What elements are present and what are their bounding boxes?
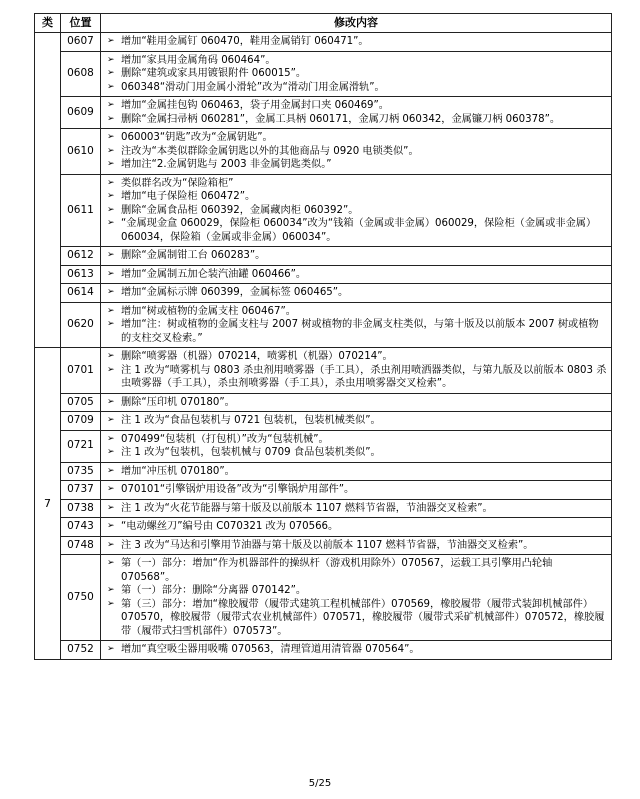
- content-cell: [101, 33, 612, 52]
- table-body: [35, 33, 612, 660]
- table-row: [35, 481, 612, 500]
- arrow-bullet-icon: ➢: [107, 159, 115, 169]
- position-cell: 0738: [61, 499, 101, 518]
- position-cell: 0735: [61, 462, 101, 481]
- arrow-bullet-icon: ➢: [107, 415, 115, 425]
- amendment-item: [107, 557, 607, 584]
- amendment-text: 增加“冲压机 070180”。: [121, 465, 235, 477]
- arrow-bullet-icon: ➢: [107, 191, 115, 201]
- arrow-bullet-icon: ➢: [107, 113, 115, 124]
- arrow-bullet-icon: ➢: [107, 465, 115, 476]
- table-row: [35, 536, 612, 555]
- table-row: [35, 33, 612, 52]
- amendment-item: [107, 131, 607, 145]
- amendment-text: 070499“包装机（打包机）”改为“包装机械”。: [121, 433, 329, 445]
- amendment-table: [34, 13, 612, 660]
- amendment-text: 增加“电子保险柜 060472”。: [121, 191, 256, 202]
- document-page: [34, 13, 611, 660]
- position-cell: 0721: [61, 430, 101, 462]
- amendment-item: [107, 643, 607, 657]
- amendment-item: [107, 177, 607, 191]
- amendment-item: [107, 217, 607, 244]
- amendment-item: [107, 414, 607, 428]
- table-row: [35, 265, 612, 284]
- position-cell: 0607: [61, 33, 101, 52]
- amendment-item: [107, 584, 607, 598]
- table-row: [35, 129, 612, 175]
- amendment-text: 注 1 改为“包装机，包装机械与 0709 食品包装机类似”。: [121, 447, 381, 458]
- table-row: [35, 97, 612, 129]
- arrow-bullet-icon: ➢: [107, 145, 115, 156]
- amendment-text: 第（一）部分：增加“作为机器部件的操纵杆（游戏机用除外）070567，运载工具引擎用凸轮轴 070568”。: [121, 558, 553, 583]
- arrow-bullet-icon: ➢: [107, 364, 115, 375]
- amendment-text: 070101“引擎锅炉用设备”改为“引擎锅炉用部件”。: [121, 484, 355, 495]
- position-cell: 0608: [61, 51, 101, 97]
- arrow-bullet-icon: ➢: [107, 433, 115, 444]
- content-cell: [101, 174, 612, 247]
- content-cell: [101, 536, 612, 555]
- amendment-text: 类似群名改为“保险箱柜”: [121, 177, 234, 189]
- arrow-bullet-icon: ➢: [107, 447, 115, 457]
- amendment-item: [107, 158, 607, 172]
- amendment-item: [107, 67, 607, 81]
- amendment-item: [107, 520, 607, 534]
- position-cell: 0610: [61, 129, 101, 175]
- content-cell: [101, 129, 612, 175]
- amendment-item: [107, 204, 607, 218]
- position-cell: 0620: [61, 302, 101, 348]
- amendment-item: [107, 502, 607, 516]
- position-cell: 0752: [61, 641, 101, 660]
- amendment-item: [107, 145, 607, 159]
- arrow-bullet-icon: ➢: [107, 250, 115, 260]
- position-cell: 0612: [61, 247, 101, 266]
- arrow-bullet-icon: ➢: [107, 305, 115, 316]
- content-cell: [101, 555, 612, 641]
- header-class: 类: [35, 14, 61, 33]
- content-cell: [101, 430, 612, 462]
- amendment-text: “电动螺丝刀”编号由 C070321 改为 070566。: [121, 521, 339, 532]
- arrow-bullet-icon: ➢: [107, 396, 115, 407]
- amendment-text: 注 1 改为“喷雾机与 0803 杀虫剂用喷雾器（手工具），杀虫剂用喷洒器类似，与第九版及以前版本 0803 杀虫喷雾器（手工具），杀虫剂喷雾器（手工具），杀虫用喷雾器交叉检索”。: [121, 364, 607, 389]
- arrow-bullet-icon: ➢: [107, 132, 115, 142]
- content-cell: [101, 412, 612, 431]
- amendment-text: 注 3 改为“马达和引擎用节油器与第十版及以前版本 1107 燃料节省器，节油器交叉检索”。: [121, 539, 534, 551]
- position-cell: 0705: [61, 393, 101, 412]
- amendment-item: [107, 286, 607, 300]
- arrow-bullet-icon: ➢: [107, 54, 115, 65]
- amendment-text: 增加“鞋用金属钉 060470，鞋用金属销钉 060471”。: [121, 36, 369, 47]
- amendment-item: [107, 396, 607, 410]
- amendment-text: 060348“滑动门用金属小滑轮”改为“滑动门用金属滑轨”。: [121, 81, 385, 93]
- amendment-item: [107, 305, 607, 319]
- table-row: [35, 302, 612, 348]
- arrow-bullet-icon: ➢: [107, 558, 115, 568]
- content-cell: [101, 284, 612, 303]
- table-row: [35, 284, 612, 303]
- amendment-text: “金属现金盒 060029，保险柜 060034”改为“钱箱（金属或非金属）060029，保险柜（金属或非金属）060034，保险箱（金属或非金属）060034”。: [121, 218, 597, 243]
- amendment-item: [107, 318, 607, 345]
- table-row: [35, 555, 612, 641]
- amendment-text: 删除“压印机 070180”。: [121, 396, 235, 408]
- amendment-item: [107, 483, 607, 497]
- amendment-text: 增加“家具用金属角码 060464”。: [121, 54, 276, 66]
- amendment-text: 第（三）部分：增加“橡胶履带（履带式建筑工程机械部件）070569，橡胶履带（履带式装卸机械部件）070570，橡胶履带（履带式农业机械部件）070571，橡胶履带（履带式采矿机械部件）070572，橡胶履带（履带式扫雪机部件）070573”。: [121, 598, 605, 637]
- table-row: [35, 412, 612, 431]
- table-row: [35, 348, 612, 394]
- amendment-text: 增加“树或植物的金属支柱 060467”。: [121, 305, 296, 317]
- amendment-text: 增加“金属制五加仑装汽油罐 060466”。: [121, 268, 307, 280]
- amendment-item: [107, 99, 607, 113]
- content-cell: [101, 499, 612, 518]
- content-cell: [101, 51, 612, 97]
- table-row: [35, 462, 612, 481]
- arrow-bullet-icon: ➢: [107, 100, 115, 110]
- table-row: [35, 174, 612, 247]
- arrow-bullet-icon: ➢: [107, 81, 115, 92]
- amendment-text: 增加“注：树或植物的金属支柱与 2007 树或植物的非金属支柱类似，与第十版及以前版本 2007 树或植物的支柱交叉检索。”: [121, 319, 599, 344]
- amendment-item: [107, 433, 607, 447]
- amendment-text: 删除“金属食品柜 060392，金属藏肉柜 060392”。: [121, 204, 359, 216]
- arrow-bullet-icon: ➢: [107, 585, 115, 595]
- amendment-item: [107, 598, 607, 639]
- arrow-bullet-icon: ➢: [107, 351, 115, 361]
- table-row: [35, 247, 612, 266]
- amendment-item: [107, 268, 607, 282]
- content-cell: [101, 247, 612, 266]
- amendment-text: 删除“金属扫帚柄 060281”，金属工具柄 060171，金属刀柄 060342，金属镰刀柄 060378”。: [121, 113, 561, 125]
- table-row: [35, 499, 612, 518]
- amendment-text: 增加“真空吸尘器用吸嘴 070563，清理管道用清管器 070564”。: [121, 644, 420, 655]
- table-header-row: [35, 14, 612, 33]
- amendment-text: 第（一）部分：删除“分离器 070142”。: [121, 585, 307, 596]
- position-cell: 0750: [61, 555, 101, 641]
- arrow-bullet-icon: ➢: [107, 502, 115, 513]
- position-cell: 0743: [61, 518, 101, 537]
- content-cell: [101, 518, 612, 537]
- amendment-item: [107, 465, 607, 479]
- position-cell: 0611: [61, 174, 101, 247]
- header-position: 位置: [61, 14, 101, 33]
- amendment-text: 注 1 改为“食品包装机与 0721 包装机，包装机械类似”。: [121, 415, 381, 426]
- amendment-text: 增加“金属挂包钩 060463，袋子用金属封口夹 060469”。: [121, 100, 389, 111]
- arrow-bullet-icon: ➢: [107, 539, 115, 550]
- amendment-item: [107, 190, 607, 204]
- amendment-item: [107, 54, 607, 68]
- amendment-item: [107, 350, 607, 364]
- table-row: [35, 393, 612, 412]
- content-cell: [101, 265, 612, 284]
- content-cell: [101, 348, 612, 394]
- content-cell: [101, 393, 612, 412]
- page-number: 5/25: [308, 778, 332, 789]
- position-cell: 0709: [61, 412, 101, 431]
- table-row: [35, 518, 612, 537]
- arrow-bullet-icon: ➢: [107, 598, 115, 609]
- arrow-bullet-icon: ➢: [107, 218, 115, 228]
- content-cell: [101, 462, 612, 481]
- content-cell: [101, 641, 612, 660]
- position-cell: 0613: [61, 265, 101, 284]
- class-cell: 7: [35, 348, 61, 660]
- amendment-text: 060003“钥匙”改为“金属钥匙”。: [121, 132, 273, 143]
- arrow-bullet-icon: ➢: [107, 68, 115, 78]
- amendment-item: [107, 446, 607, 460]
- amendment-text: 删除“建筑或家具用镀银附件 060015”。: [121, 68, 307, 79]
- content-cell: [101, 97, 612, 129]
- amendment-item: [107, 113, 607, 127]
- content-cell: [101, 302, 612, 348]
- content-cell: [101, 481, 612, 500]
- position-cell: 0748: [61, 536, 101, 555]
- class-cell-blank: [35, 33, 61, 348]
- position-cell: 0614: [61, 284, 101, 303]
- amendment-text: 删除“金属制钳工台 060283”。: [121, 250, 266, 261]
- arrow-bullet-icon: ➢: [107, 484, 115, 494]
- position-cell: 0737: [61, 481, 101, 500]
- amendment-text: 注 1 改为“火花节能器与第十版及以前版本 1107 燃料节省器，节油器交叉检索”。: [121, 502, 493, 514]
- amendment-text: 增加“金属标示牌 060399，金属标签 060465”。: [121, 287, 349, 298]
- arrow-bullet-icon: ➢: [107, 177, 115, 188]
- arrow-bullet-icon: ➢: [107, 36, 115, 46]
- amendment-item: [107, 539, 607, 553]
- arrow-bullet-icon: ➢: [107, 644, 115, 654]
- position-cell: 0609: [61, 97, 101, 129]
- amendment-item: [107, 249, 607, 263]
- amendment-text: 注改为“本类似群除金属钥匙以外的其他商品与 0920 电锁类似”。: [121, 145, 419, 157]
- amendment-text: 增加注“2.金属钥匙与 2003 非金属钥匙类似。”: [121, 159, 332, 170]
- arrow-bullet-icon: ➢: [107, 287, 115, 297]
- header-content: 修改内容: [101, 14, 612, 33]
- arrow-bullet-icon: ➢: [107, 319, 115, 329]
- arrow-bullet-icon: ➢: [107, 268, 115, 279]
- amendment-text: 删除“喷雾器（机器）070214，喷雾机（机器）070214”。: [121, 351, 393, 362]
- table-row: [35, 641, 612, 660]
- amendment-item: [107, 35, 607, 49]
- arrow-bullet-icon: ➢: [107, 521, 115, 531]
- amendment-item: [107, 81, 607, 95]
- position-cell: 0701: [61, 348, 101, 394]
- table-row: [35, 430, 612, 462]
- table-row: [35, 51, 612, 97]
- arrow-bullet-icon: ➢: [107, 204, 115, 215]
- amendment-item: [107, 364, 607, 391]
